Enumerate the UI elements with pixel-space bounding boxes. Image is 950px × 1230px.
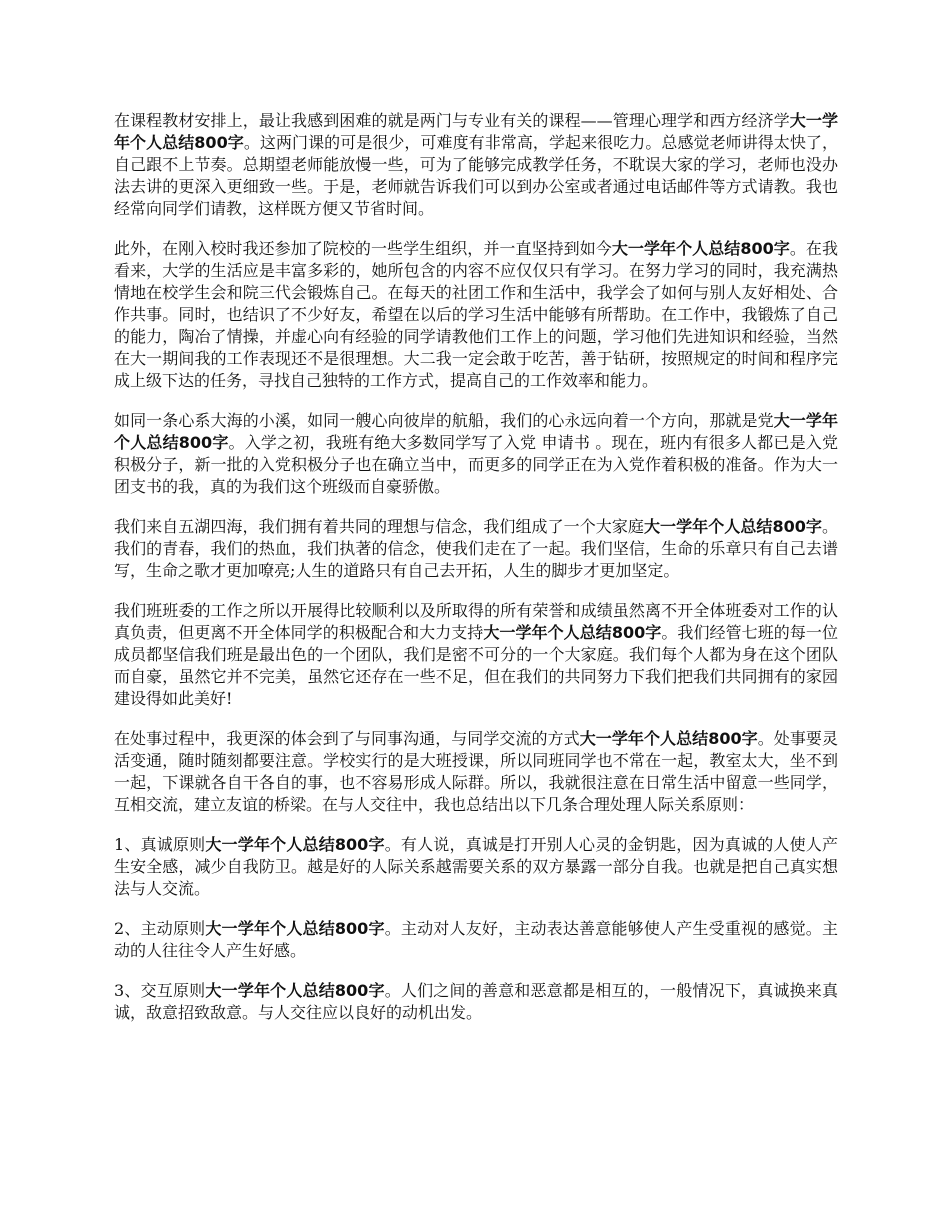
- paragraph-party-membership: [114, 410, 838, 498]
- bold-title-phrase: 大一学年个人总结800字: [643, 517, 822, 536]
- paragraph-text: 2、主动原则: [114, 919, 206, 938]
- paragraph-text: 。入学之初，我班有绝大多数同学写了入党 申请书 。现在，班内有很多人都已是入党积极分子，新一批的入党积极分子也在确立当中，而更多的同学正在为入党作着积极的准备。作为大一团支书的我，真的为我们这个班级而自豪骄傲。: [114, 433, 838, 496]
- paragraph-text: 1、真诚原则: [114, 835, 206, 854]
- paragraph-text: 。人们之间的善意和恶意都是相互的，一般情况下，真诚换来真诚，敌意招致敌意。与人交往应以良好的动机出发。: [114, 981, 838, 1022]
- bold-title-phrase: 大一学年个人总结800字: [114, 111, 838, 152]
- paragraph-text: 在课程教材安排上，最让我感到困难的就是两门与专业有关的课程——管理心理学和西方经济学: [114, 111, 790, 130]
- bold-title-phrase: 大一学年个人总结800字: [205, 981, 385, 1000]
- paragraph-text: 。处事要灵活变通，随时随刻都要注意。学校实行的是大班授课，所以同班同学也不常在一起，教室太大，坐不到一起，下课就各自干各自的事，也不容易形成人际群。所以，我就很注意在日常生活中留意一些同学，互相交流，建立友谊的桥梁。在与人交往中，我也总结出以下几条合理处理人际关系原则：: [114, 729, 838, 814]
- paragraph-text: 3、交互原则: [114, 981, 206, 1000]
- paragraph-text: 我们来自五湖四海，我们拥有着共同的理想与信念，我们组成了一个大家庭: [114, 517, 644, 536]
- paragraph-text: 。这两门课的可是很少，可难度有非常高，学起来很吃力。总感觉老师讲得太快了，自己跟不上节奏。总期望老师能放慢一些，可为了能够完成教学任务，不耽误大家的学习，老师也没办法去讲的更深入更细致一些。于是，老师就告诉我们可以到办公室或者通过电话邮件等方式请教。我也经常向同学们请教，这样既方便又节省时间。: [114, 133, 838, 218]
- paragraph-text: 。在我看来，大学的生活应是丰富多彩的，她所包含的内容不应仅仅只有学习。在努力学习的同时，我充满热情地在校学生会和院三代会锻炼自己。在每天的社团工作和生活中，我学会了如何与别人友好相处、合作共事。同时，也结识了不少好友，希望在以后的学习生活中能够有所帮助。在工作中，我锻炼了自己的能力，陶冶了情操，并虚心向有经验的同学请教他们工作上的问题，学习他们先进知识和经验，当然在大一期间我的工作表现还不是很理想。大二我一定会敢于吃苦，善于钻研，按照规定的时间和程序完成上级下达的任务，寻找自己独特的工作方式，提高自己的工作效率和能力。: [114, 239, 838, 390]
- document-page: [114, 110, 838, 1042]
- paragraph-principle-reciprocity: [114, 980, 838, 1024]
- paragraph-communication: [114, 728, 838, 816]
- bold-title-phrase: 大一学年个人总结800字: [611, 239, 790, 258]
- paragraph-text: 如同一条心系大海的小溪，如同一艘心向彼岸的航船，我们的心永远向着一个方向，那就是党: [114, 411, 774, 430]
- paragraph-principle-sincerity: [114, 834, 838, 900]
- bold-title-phrase: 大一学年个人总结800字: [483, 623, 662, 642]
- bold-title-phrase: 大一学年个人总结800字: [579, 729, 758, 748]
- paragraph-text: 。我们的青春，我们的热血，我们执著的信念，使我们走在了一起。我们坚信，生命的乐章只有自己去谱写，生命之歌才更加嘹亮;人生的道路只有自己去开拓，人生的脚步才更加坚定。: [114, 517, 838, 580]
- bold-title-phrase: 大一学年个人总结800字: [114, 411, 838, 452]
- paragraph-class-committee: [114, 600, 838, 710]
- paragraph-text: 在处事过程中，我更深的体会到了与同事沟通，与同学交流的方式: [114, 729, 580, 748]
- paragraph-principle-initiative: [114, 918, 838, 962]
- paragraph-text: 。我们经管七班的每一位成员都坚信我们班是最出色的一个团队，我们是密不可分的一个大家庭。我们每个人都为身在这个团队而自豪，虽然它并不完美，虽然它还存在一些不足，但在我们的共同努力下我们把我们共同拥有的家园建设得如此美好!: [114, 623, 838, 708]
- paragraph-student-organizations: [114, 238, 838, 392]
- paragraph-text: 此外，在刚入校时我还参加了院校的一些学生组织，并一直坚持到如今: [114, 239, 612, 258]
- bold-title-phrase: 大一学年个人总结800字: [205, 835, 385, 854]
- bold-title-phrase: 大一学年个人总结800字: [205, 919, 385, 938]
- paragraph-text: 。有人说，真诚是打开别人心灵的金钥匙，因为真诚的人使人产生安全感，减少自我防卫。越是好的人际关系越需要关系的双方暴露一部分自我。也就是把自己真实想法与人交流。: [114, 835, 838, 898]
- paragraph-course-difficulty: [114, 110, 838, 220]
- paragraph-big-family: [114, 516, 838, 582]
- paragraph-text: 我们班班委的工作之所以开展得比较顺利以及所取得的所有荣誉和成绩虽然离不开全体班委对工作的认真负责，但更离不开全体同学的积极配合和大力支持: [114, 601, 838, 642]
- paragraph-text: 。主动对人友好，主动表达善意能够使人产生受重视的感觉。主动的人往往令人产生好感。: [114, 919, 838, 960]
